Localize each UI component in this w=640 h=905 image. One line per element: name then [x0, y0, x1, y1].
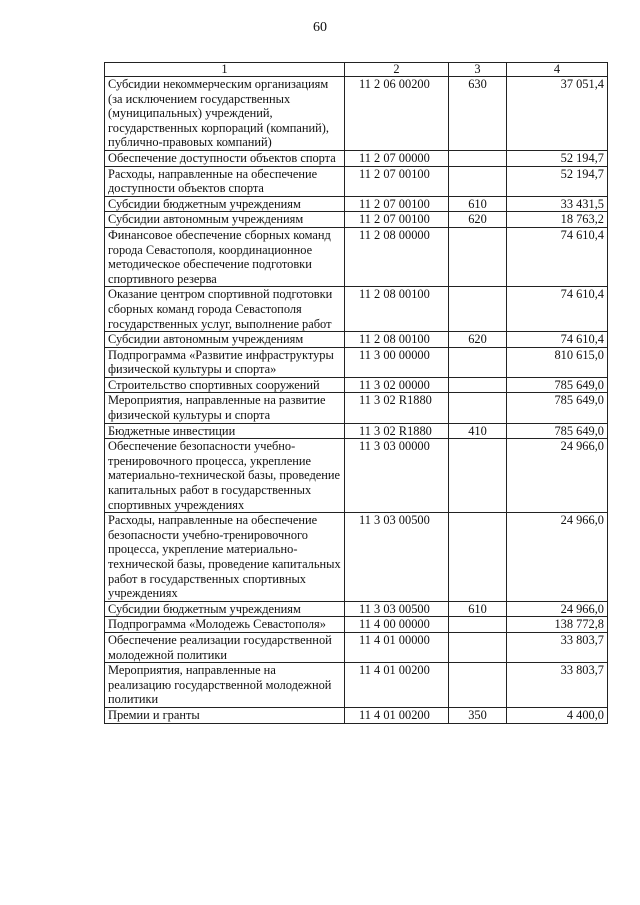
- row-type-cell: 630: [449, 77, 507, 151]
- row-name-cell: Расходы, направленные на обеспечение безопасности учебно-тренировочного процесса, укрепление материально-технической базы, проведение капитальных работ в государственных спортивных учреждениях: [105, 513, 345, 602]
- row-type-cell: 410: [449, 423, 507, 439]
- page-number: 60: [313, 20, 327, 35]
- row-code-cell: 11 2 08 00000: [345, 227, 449, 286]
- row-name-cell: Субсидии бюджетным учреждениям: [105, 196, 345, 212]
- row-code-cell: 11 3 02 R1880: [345, 393, 449, 423]
- row-type-cell: 610: [449, 601, 507, 617]
- row-code-cell: 11 3 02 00000: [345, 377, 449, 393]
- row-type-cell: [449, 632, 507, 662]
- row-sum-cell: 33 803,7: [507, 663, 608, 708]
- table-row: [105, 632, 608, 662]
- row-type-cell: [449, 227, 507, 286]
- table-row: [105, 423, 608, 439]
- row-type-cell: [449, 347, 507, 377]
- row-code-cell: 11 2 08 00100: [345, 332, 449, 348]
- row-name-cell: Финансовое обеспечение сборных команд города Севастополя, координационное методическое обеспечение подготовки спортивного резерва: [105, 227, 345, 286]
- row-name-cell: Премии и гранты: [105, 707, 345, 723]
- row-code-cell: 11 4 01 00000: [345, 632, 449, 662]
- row-name-cell: Обеспечение доступности объектов спорта: [105, 150, 345, 166]
- row-name-cell: Расходы, направленные на обеспечение доступности объектов спорта: [105, 166, 345, 196]
- table-row: [105, 377, 608, 393]
- row-code-cell: 11 4 01 00200: [345, 707, 449, 723]
- row-sum-cell: 4 400,0: [507, 707, 608, 723]
- row-type-cell: [449, 513, 507, 602]
- row-name-cell: Оказание центром спортивной подготовки сборных команд города Севастополя государственных услуг, выполнение работ: [105, 287, 345, 332]
- table-row: [105, 150, 608, 166]
- table-row: [105, 601, 608, 617]
- budget-table: [104, 62, 608, 724]
- row-code-cell: 11 4 01 00200: [345, 663, 449, 708]
- table-row: [105, 707, 608, 723]
- row-type-cell: 620: [449, 212, 507, 228]
- row-type-cell: [449, 150, 507, 166]
- row-name-cell: Обеспечение реализации государственной молодежной политики: [105, 632, 345, 662]
- row-type-cell: [449, 377, 507, 393]
- table-row: [105, 332, 608, 348]
- row-type-cell: [449, 287, 507, 332]
- table-row: [105, 227, 608, 286]
- row-code-cell: 11 3 03 00500: [345, 513, 449, 602]
- table-row: [105, 287, 608, 332]
- row-type-cell: 620: [449, 332, 507, 348]
- header-col-3: 3: [449, 63, 507, 77]
- row-sum-cell: 52 194,7: [507, 150, 608, 166]
- header-col-1: 1: [105, 63, 345, 77]
- row-name-cell: Субсидии автономным учреждениям: [105, 212, 345, 228]
- row-sum-cell: 810 615,0: [507, 347, 608, 377]
- row-code-cell: 11 3 02 R1880: [345, 423, 449, 439]
- row-name-cell: Обеспечение безопасности учебно-тренировочного процесса, укрепление материально-технической базы, проведение капитальных работ в государственных спортивных учреждениях: [105, 439, 345, 513]
- row-type-cell: [449, 166, 507, 196]
- row-name-cell: Строительство спортивных сооружений: [105, 377, 345, 393]
- row-sum-cell: 785 649,0: [507, 423, 608, 439]
- row-type-cell: [449, 663, 507, 708]
- table-body: [105, 77, 608, 724]
- table-row: [105, 77, 608, 151]
- row-code-cell: 11 3 03 00000: [345, 439, 449, 513]
- row-name-cell: Субсидии бюджетным учреждениям: [105, 601, 345, 617]
- row-sum-cell: 74 610,4: [507, 227, 608, 286]
- row-sum-cell: 37 051,4: [507, 77, 608, 151]
- table-row: [105, 212, 608, 228]
- row-code-cell: 11 2 08 00100: [345, 287, 449, 332]
- row-name-cell: Бюджетные инвестиции: [105, 423, 345, 439]
- row-type-cell: [449, 439, 507, 513]
- row-sum-cell: 74 610,4: [507, 287, 608, 332]
- header-col-4: 4: [507, 63, 608, 77]
- row-code-cell: 11 4 00 00000: [345, 617, 449, 633]
- row-type-cell: [449, 617, 507, 633]
- row-code-cell: 11 2 07 00000: [345, 150, 449, 166]
- row-name-cell: Подпрограмма «Молодежь Севастополя»: [105, 617, 345, 633]
- row-name-cell: Субсидии автономным учреждениям: [105, 332, 345, 348]
- header-col-2: 2: [345, 63, 449, 77]
- row-name-cell: Мероприятия, направленные на развитие физической культуры и спорта: [105, 393, 345, 423]
- table-row: [105, 513, 608, 602]
- table-header-row: [105, 63, 608, 77]
- row-name-cell: Субсидии некоммерческим организациям (за исключением государственных (муниципальных) учреждений, государственных корпораций (компаний), публично-правовых компаний): [105, 77, 345, 151]
- row-type-cell: 350: [449, 707, 507, 723]
- row-code-cell: 11 2 07 00100: [345, 166, 449, 196]
- row-code-cell: 11 3 03 00500: [345, 601, 449, 617]
- row-sum-cell: 24 966,0: [507, 439, 608, 513]
- row-sum-cell: 74 610,4: [507, 332, 608, 348]
- row-sum-cell: 138 772,8: [507, 617, 608, 633]
- row-type-cell: 610: [449, 196, 507, 212]
- row-name-cell: Подпрограмма «Развитие инфраструктуры физической культуры и спорта»: [105, 347, 345, 377]
- table-row: [105, 347, 608, 377]
- row-code-cell: 11 2 07 00100: [345, 212, 449, 228]
- table-row: [105, 166, 608, 196]
- row-code-cell: 11 2 06 00200: [345, 77, 449, 151]
- row-sum-cell: 24 966,0: [507, 513, 608, 602]
- row-sum-cell: 785 649,0: [507, 377, 608, 393]
- table-row: [105, 393, 608, 423]
- table-row: [105, 439, 608, 513]
- row-sum-cell: 785 649,0: [507, 393, 608, 423]
- row-code-cell: 11 3 00 00000: [345, 347, 449, 377]
- row-sum-cell: 52 194,7: [507, 166, 608, 196]
- table-row: [105, 196, 608, 212]
- table-row: [105, 663, 608, 708]
- row-sum-cell: 24 966,0: [507, 601, 608, 617]
- row-name-cell: Мероприятия, направленные на реализацию государственной молодежной политики: [105, 663, 345, 708]
- table-row: [105, 617, 608, 633]
- row-code-cell: 11 2 07 00100: [345, 196, 449, 212]
- row-sum-cell: 33 803,7: [507, 632, 608, 662]
- row-sum-cell: 18 763,2: [507, 212, 608, 228]
- row-type-cell: [449, 393, 507, 423]
- row-sum-cell: 33 431,5: [507, 196, 608, 212]
